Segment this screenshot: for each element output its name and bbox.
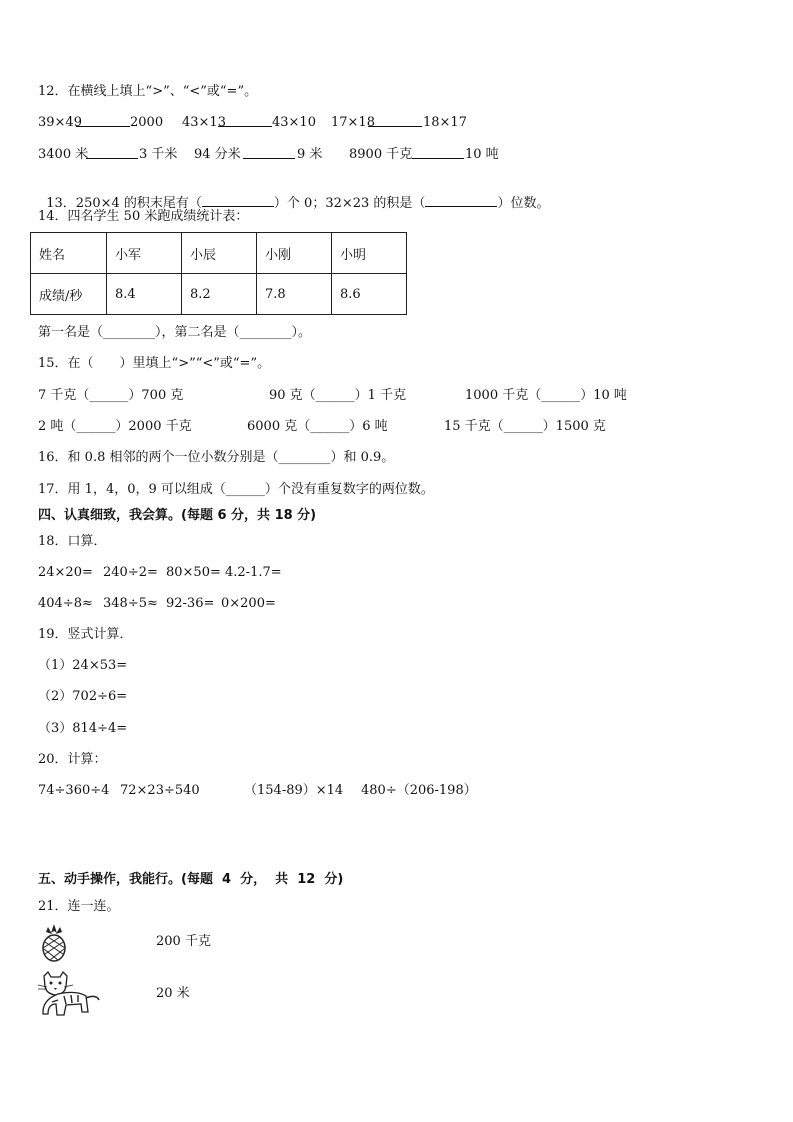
q19-prompt: 19．竖式计算．	[38, 627, 133, 642]
expr: 94 分米	[194, 147, 241, 162]
q20-item: （154-89）×14	[244, 783, 344, 798]
answer-blank[interactable]	[243, 146, 295, 159]
table-cell: 8.2	[182, 274, 257, 315]
table-row	[31, 274, 407, 315]
q15-item: 6000 克（______）6 吨	[247, 419, 388, 434]
q19-item: （3）814÷4=	[38, 721, 128, 736]
section-4-heading: 四、认真细致，我会算。(每题 6 分，共 18 分)	[38, 508, 317, 523]
q12-prompt: 12．在横线上填上“>”、“<”或“=”。	[38, 84, 258, 99]
q20-item: 480÷（206-198）	[361, 783, 477, 798]
q20-item: 72×23÷540	[120, 783, 200, 798]
q18-item: 4.2-1.7=	[225, 565, 282, 580]
table-cell: 小明	[332, 233, 407, 274]
q18-prompt: 18．口算．	[38, 534, 107, 549]
table-cell: 8.6	[332, 274, 407, 315]
expr: 18×17	[423, 115, 467, 130]
expr: 43×13	[182, 115, 226, 130]
q20-item: 74÷360÷4	[38, 783, 110, 798]
expr: 8900 千克	[349, 147, 413, 162]
q14-prompt: 14．四名学生 50 米跑成绩统计表：	[38, 209, 249, 224]
q13-part-a: 13．250×4 的积末尾有（	[46, 196, 202, 211]
expr: 43×10	[272, 115, 316, 130]
q15-item: 7 千克（______）700 克	[38, 388, 184, 403]
answer-blank[interactable]	[76, 114, 130, 127]
q18-item: 404÷8≈	[38, 596, 93, 611]
q16: 16．和 0.8 相邻的两个一位小数分别是（________）和 0.9。	[38, 450, 395, 465]
score-table	[30, 232, 407, 315]
q17: 17．用 1，4，0，9 可以组成（______）个没有重复数字的两位数。	[38, 482, 434, 497]
q21-option[interactable]: 200 千克	[156, 934, 211, 949]
expr: 10 吨	[465, 147, 499, 162]
table-cell: 8.4	[107, 274, 182, 315]
q15-item: 2 吨（______）2000 千克	[38, 419, 192, 434]
answer-blank[interactable]	[425, 194, 497, 207]
answer-blank[interactable]	[86, 146, 138, 159]
answer-blank[interactable]	[412, 146, 464, 159]
q18-item: 80×50=	[166, 565, 221, 580]
expr: 3 千米	[139, 147, 178, 162]
q15-prompt: 15．在（ ）里填上“>”“<”或“=”。	[38, 356, 271, 371]
expr: 2000	[130, 115, 164, 130]
section-5-heading: 五、动手操作，我能行。(每题 4 分， 共 12 分)	[38, 872, 344, 887]
q18-item: 240÷2=	[103, 565, 158, 580]
q13-part-b: ）个 0；32×23 的积是（	[273, 196, 426, 211]
q15-item: 15 千克（______）1500 克	[444, 419, 606, 434]
q14-answer: 第一名是（________），第二名是（________）。	[38, 325, 312, 340]
q21-option[interactable]: 20 米	[156, 986, 190, 1001]
expr: 39×49	[38, 115, 82, 130]
q19-item: （1）24×53=	[38, 658, 128, 673]
q15-item: 1000 千克（______）10 吨	[465, 388, 627, 403]
pineapple-icon[interactable]	[36, 922, 72, 962]
q19-item: （2）702÷6=	[38, 689, 128, 704]
answer-blank[interactable]	[218, 114, 272, 127]
q15-item: 90 克（______）1 千克	[269, 388, 407, 403]
table-cell: 7.8	[257, 274, 332, 315]
q18-item: 92-36=	[166, 596, 215, 611]
table-row	[31, 233, 407, 274]
expr: 3400 米	[38, 147, 89, 162]
q18-item: 348÷5≈	[103, 596, 158, 611]
expr: 9 米	[297, 147, 323, 162]
answer-blank[interactable]	[202, 194, 274, 207]
q13-part-c: ）位数。	[497, 196, 550, 211]
q21-prompt: 21．连一连。	[38, 899, 120, 914]
table-cell: 小刚	[257, 233, 332, 274]
tiger-icon[interactable]	[36, 970, 102, 1020]
q18-item: 24×20=	[38, 565, 93, 580]
table-cell: 小辰	[182, 233, 257, 274]
expr: 17×18	[331, 115, 375, 130]
table-cell: 姓名	[31, 233, 107, 274]
q18-item: 0×200=	[221, 596, 276, 611]
table-cell: 小军	[107, 233, 182, 274]
answer-blank[interactable]	[368, 114, 422, 127]
table-cell: 成绩/秒	[31, 274, 107, 315]
q20-prompt: 20．计算：	[38, 752, 107, 767]
